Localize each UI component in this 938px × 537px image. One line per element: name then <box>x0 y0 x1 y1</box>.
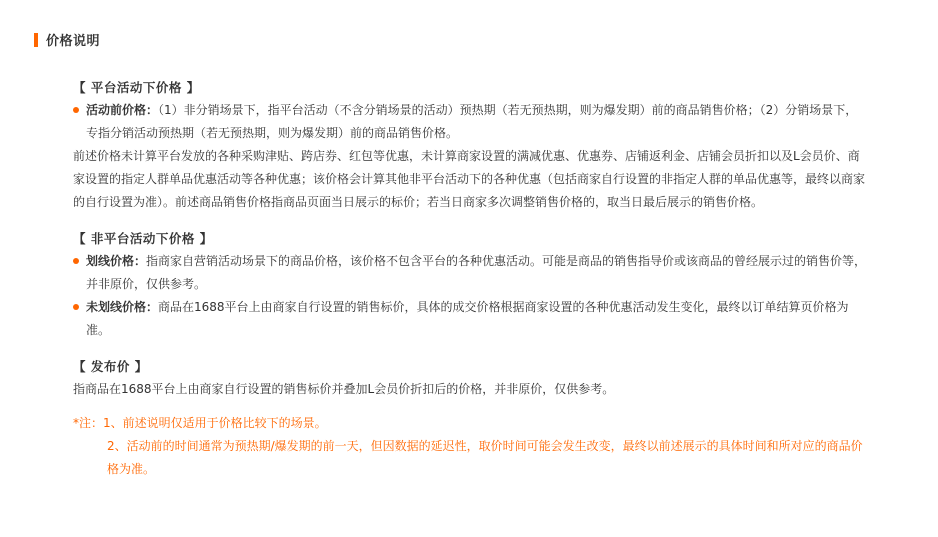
item-text: （1）非分销场景下，指平台活动（不含分销场景的活动）预热期（若无预热期，则为爆发期）前的商品销售价格；（2）分销场景下，专指分销活动预热期（若无预热期，则为爆发期）前的商品销售价格。 <box>86 103 858 140</box>
platform-price-paragraph: 前述价格未计算平台发放的各种采购津贴、跨店券、红包等优惠，未计算商家设置的满减优惠、优惠券、店铺返利金、店铺会员折扣以及L会员价、商家设置的指定人群单品优惠活动等各种优惠；该价格会计算其他非平台活动下的各种优惠（包括商家自行设置的非指定人群的单品优惠等，最终以商家的自行设置为准）。前述商品销售价格指商品页面当日展示的标价；若当日商家多次调整销售价格的，取当日最后展示的销售价格。 <box>73 149 866 209</box>
bullet-dot-icon <box>73 304 79 310</box>
release-price-paragraph: 指商品在1688平台上由商家自行设置的销售标价并叠加L会员价折扣后的价格，并非原价，仅供参考。 <box>73 382 615 396</box>
section-title-release-price: 【 发布价 】 <box>73 359 148 374</box>
section-header <box>34 30 100 49</box>
note-line-1: *注：1、前述说明仅适用于价格比较下的场景。 <box>73 416 327 430</box>
item-label: 划线价格： <box>86 254 147 268</box>
note-line-2: 2、活动前的时间通常为预热期/爆发期的前一天，但因数据的延迟性，取价时间可能会发生改变，最终以前述展示的具体时间和所对应的商品价格为准。 <box>107 439 863 476</box>
item-text: 指商家自营销活动场景下的商品价格，该价格不包含平台的各种优惠活动。可能是商品的销售指导价或该商品的曾经展示过的销售价等，并非原价，仅供参考。 <box>86 254 867 291</box>
section-title-non-platform: 【 非平台活动下价格 】 <box>73 231 213 246</box>
bullet-dot-icon <box>73 107 79 113</box>
item-label: 未划线价格： <box>86 300 159 314</box>
price-explanation-content <box>73 76 868 481</box>
header-accent-bar <box>34 33 38 47</box>
item-label: 活动前价格： <box>86 103 159 117</box>
list-item-strikethrough-price <box>73 250 868 296</box>
page-title: 价格说明 <box>46 34 101 49</box>
list-item-pre-activity-price <box>73 99 868 145</box>
item-text: 商品在1688平台上由商家自行设置的销售标价，具体的成交价格根据商家设置的各种优惠活动发生变化，最终以订单结算页价格为准。 <box>86 300 849 337</box>
list-item-non-strikethrough-price <box>73 296 868 342</box>
notes <box>73 412 868 481</box>
bullet-dot-icon <box>73 258 79 264</box>
section-title-platform: 【 平台活动下价格 】 <box>73 80 200 95</box>
